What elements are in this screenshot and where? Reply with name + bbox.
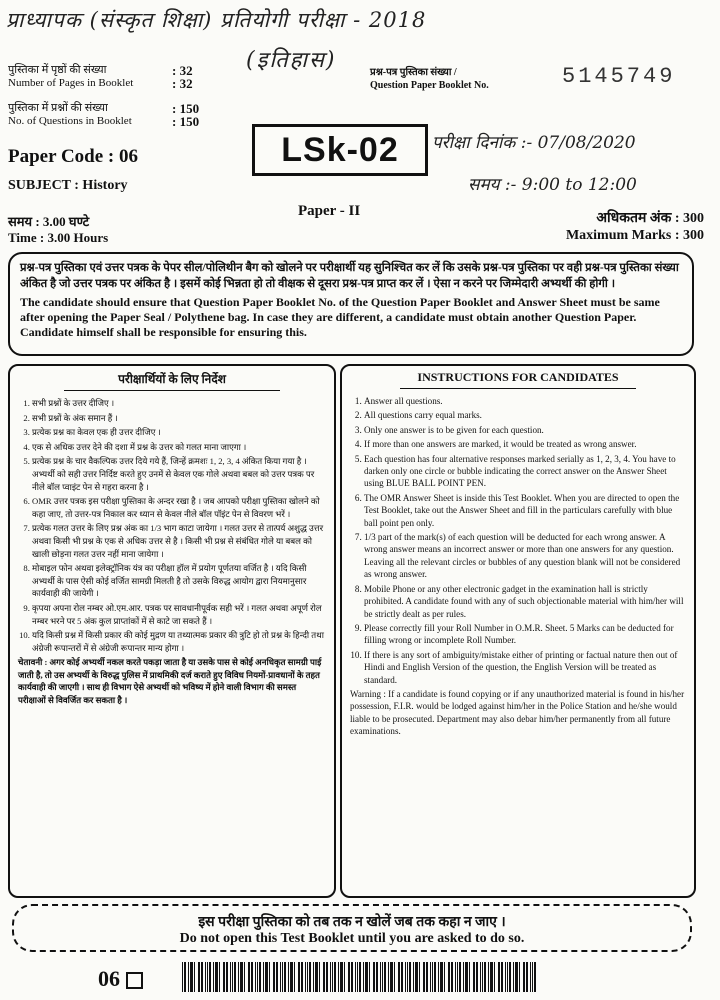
barcode-bar (519, 962, 520, 992)
questions-value-wrap (172, 102, 199, 128)
barcode-bar (444, 962, 445, 992)
barcode-bar (373, 962, 375, 992)
barcode-bar (523, 962, 525, 992)
barcode-bar (188, 962, 189, 992)
list-item: 4. If more than one answers are marked, it would be treated as wrong answer. (364, 438, 686, 450)
barcode-bar (409, 962, 411, 992)
barcode-bar (334, 962, 336, 992)
barcode-bar (415, 962, 418, 992)
barcode-bar (380, 962, 381, 992)
barcode-bar (526, 962, 528, 992)
barcode-bar (269, 962, 270, 992)
barcode-bar (213, 962, 214, 992)
barcode-bar (413, 962, 414, 992)
barcode-bar (309, 962, 311, 992)
barcode-bar (209, 962, 211, 992)
barcode-bar (469, 962, 470, 992)
barcode-bar (226, 962, 228, 992)
barcode-bar (459, 962, 461, 992)
barcode-bar (205, 962, 206, 992)
barcode-bar (198, 962, 200, 992)
marks-en: Maximum Marks : 300 (565, 228, 704, 243)
barcode-bar (509, 962, 511, 992)
barcode-bar (359, 962, 361, 992)
barcode-bar (348, 962, 350, 992)
barcode-bar (244, 962, 245, 992)
list-item: 1. सभी प्रश्नों के उत्तर दीजिए । (32, 397, 326, 410)
barcode-bar (319, 962, 320, 992)
list-item: 5. Each question has four alternative responses marked serially as 1, 2, 3, 4. You have to darken only one circle or bubble indicating the correct answer on the Answer Sheet using BLUE BALL POINT PEN. (364, 453, 686, 490)
qpb-number: 5145749 (562, 64, 676, 89)
pages-value-en: : 32 (172, 76, 193, 91)
barcode-bar (190, 962, 193, 992)
barcode-bar (463, 962, 464, 992)
barcode-bar (482, 962, 483, 992)
barcode-bar (301, 962, 303, 992)
do-not-open-banner (12, 904, 692, 952)
barcode-bar (201, 962, 203, 992)
instructions-english (340, 364, 696, 898)
do-not-open-hi: इस परीक्षा पुस्तिका को तब तक न खोलें जब तक कहा न जाए । (198, 915, 506, 930)
barcode-bar (305, 962, 306, 992)
barcode (182, 962, 540, 992)
barcode-bar (259, 962, 261, 992)
seal-notice-hi: प्रश्न-पत्र पुस्तिका एवं उत्तर पत्रक के पेपर सील/पोलिथीन बैग को खोलने पर परीक्षार्थी यह सुनिश्चित कर लें कि उसके प्रश्न-पत्र पुस्तिका पर वही प्रश्न-पत्र पुस्तिका संख्या अंकित है जो उत्तर पत्रक पर अंकित है । इसमें कोई भिन्नता हो तो वीक्षक से दूसरा प्रश्न-पत्र प्राप्त कर लें । ऐसा न करने पर जिम्मेदारी अभ्यर्थी की होगी । (20, 262, 679, 290)
time-block (8, 214, 108, 246)
square-icon (126, 972, 143, 989)
barcode-bar (338, 962, 339, 992)
barcode-bar (194, 962, 195, 992)
handwritten-exam-date: परीक्षा दिनांक :- 07/08/2020 (432, 133, 636, 153)
barcode-bar (313, 962, 314, 992)
barcode-bar (388, 962, 389, 992)
barcode-bar (326, 962, 328, 992)
questions-count (8, 102, 132, 128)
barcode-bar (384, 962, 386, 992)
barcode-bar (530, 962, 531, 992)
barcode-bar (340, 962, 343, 992)
list-item: 7. 1/3 part of the mark(s) of each question will be deducted for each wrong answer. A wrong answer means an incorrect answer or more than one answers for any question. Leaving all the relevant circles or bubbles of any question blank will not be considered as wrong answer. (364, 531, 686, 581)
bottom-code-text: 06 (98, 966, 120, 991)
barcode-bar (365, 962, 368, 992)
barcode-bar (490, 962, 493, 992)
barcode-bar (376, 962, 378, 992)
barcode-bar (473, 962, 475, 992)
barcode-bar (219, 962, 220, 992)
list-item: 6. The OMR Answer Sheet is inside this Test Booklet. When you are directed to open the Test Booklet, take out the Answer Sheet and fill in the particulars carefully with blue ball point pen only. (364, 492, 686, 529)
barcode-bar (432, 962, 433, 992)
list-item: 4. एक से अधिक उत्तर देने की दशा में प्रश्न के उत्तर को गलत माना जाएगा । (32, 441, 326, 454)
barcode-bar (419, 962, 420, 992)
questions-label-en: No. of Questions in Booklet (8, 115, 132, 127)
list-item: 8. मोबाइल फोन अथवा इलेक्ट्रॉनिक यंत्र का परीक्षा हॉल में प्रयोग पूर्णतया वर्जित है । यदि किसी अभ्यर्थी के पास ऐसी कोई वर्जित सामग्री मिलती है तो उसके विरुद्ध आयोग द्वारा नियमानुसार कार्यवाही की जायेगी । (32, 562, 326, 600)
barcode-bar (507, 962, 508, 992)
barcode-bar (182, 962, 183, 992)
qpb-label (370, 66, 489, 92)
do-not-open-en: Do not open this Test Booklet until you are asked to do so. (179, 931, 525, 946)
barcode-bar (280, 962, 281, 992)
instructions-english-title: INSTRUCTIONS FOR CANDIDATES (400, 370, 635, 389)
marks-block (566, 210, 704, 244)
pages-label-hi: पुस्तिका में पृष्ठों की संख्या (8, 64, 107, 76)
paper-number: Paper - II (298, 203, 361, 219)
list-item: 6. OMR उत्तर पत्रक इस परीक्षा पुस्तिका के अन्दर रखा है । जब आपको परीक्षा पुस्तिका खोलने को कहा जाए, तो उत्तर-पत्र निकाल कर ध्यान से केवल नीले बॉल पॉइंट पेन से विवरण भरें । (32, 495, 326, 520)
pages-count (8, 64, 133, 90)
barcode-bar (484, 962, 486, 992)
list-item: 2. सभी प्रश्नों के अंक समान हैं । (32, 412, 326, 425)
barcode-bar (505, 962, 506, 992)
pages-value-wrap (172, 64, 193, 90)
barcode-bar (282, 962, 283, 992)
barcode-bar (315, 962, 318, 992)
barcode-bar (494, 962, 495, 992)
barcode-bar (238, 962, 239, 992)
barcode-bar (307, 962, 308, 992)
instructions-hindi (8, 364, 336, 898)
list-item: 10. यदि किसी प्रश्न में किसी प्रकार की कोई मुद्रण या तथ्यात्मक प्रकार की त्रुटि हो तो प्रश्न के हिन्दी तथा अंग्रेजी रूपान्तरों में से अंग्रेजी रूपान्तर मान्य होगा । (32, 629, 326, 654)
barcode-bar (465, 962, 468, 992)
barcode-bar (438, 962, 439, 992)
barcode-bar (294, 962, 295, 992)
barcode-bar (184, 962, 186, 992)
barcode-bar (363, 962, 364, 992)
barcode-bar (405, 962, 406, 992)
barcode-bar (240, 962, 243, 992)
barcode-bar (440, 962, 443, 992)
barcode-bar (276, 962, 278, 992)
seal-notice (8, 252, 694, 356)
handwritten-exam-time: समय :- 9:00 to 12:00 (468, 175, 637, 195)
barcode-bar (513, 962, 514, 992)
barcode-bar (257, 962, 258, 992)
seal-notice-en: The candidate should ensure that Question Paper Booklet No. of the Question Paper Booklet and Answer Sheet must be same after opening the Paper Seal / Polythene bag. In case they are different, a candidate must obtain another Question Paper. Candidate himself shall be responsible for ensuring this. (20, 295, 660, 339)
barcode-bar (448, 962, 450, 992)
handwritten-subject: (इतिहास) (246, 48, 337, 73)
barcode-bar (232, 962, 233, 992)
barcode-bar (351, 962, 353, 992)
booklet-code-box: LSk-02 (252, 124, 428, 176)
barcode-bar (298, 962, 300, 992)
barcode-bar (451, 962, 453, 992)
list-item: 9. कृपया अपना रोल नम्बर ओ.एम.आर. पत्रक पर सावधानीपूर्वक सही भरें । गलत अथवा अपूर्ण रोल नम्बर भरने पर 5 अंक कुल प्राप्तांकों में से काटे जा सकते हैं । (32, 602, 326, 627)
list-item: 5. प्रत्येक प्रश्न के चार वैकल्पिक उत्तर दिये गये हैं, जिन्हें क्रमशः 1, 2, 3, 4 अंकित किया गया है । अभ्यर्थी को सही उत्तर निर्दिष्ट करते हुए उनमें से केवल एक गोले अथवा बबल को उत्तर पत्रक पर नीले बॉल प्वाइंट पेन से गहरा करना है । (32, 455, 326, 493)
barcode-bar (398, 962, 400, 992)
barcode-bar (498, 962, 500, 992)
barcode-bar (344, 962, 345, 992)
barcode-bar (394, 962, 395, 992)
qpb-label-hi: प्रश्न-पत्र पुस्तिका संख्या / (370, 67, 457, 78)
barcode-bar (434, 962, 436, 992)
barcode-bar (476, 962, 478, 992)
time-hi: समय : 3.00 घण्टे (8, 214, 90, 229)
barcode-bar (457, 962, 458, 992)
barcode-bar (251, 962, 253, 992)
paper-code: Paper Code : 06 (8, 146, 138, 167)
barcode-bar (273, 962, 275, 992)
barcode-bar (223, 962, 225, 992)
questions-value-en: : 150 (172, 114, 200, 129)
barcode-bar (234, 962, 236, 992)
barcode-bar (382, 962, 383, 992)
barcode-bar (488, 962, 489, 992)
time-en: Time : 3.00 Hours (8, 230, 109, 245)
barcode-bar (534, 962, 536, 992)
questions-label-hi: पुस्तिका में प्रश्नों की संख्या (8, 102, 108, 114)
barcode-bar (332, 962, 333, 992)
list-item: 9. Please correctly fill your Roll Number in O.M.R. Sheet. 5 Marks can be deducted for filling wrong or incomplete Roll Number. (364, 622, 686, 647)
barcode-bar (515, 962, 518, 992)
warning-hi: चेतावनी : अगर कोई अभ्यर्थी नकल करते पकड़ा जाता है या उसके पास से कोई अनधिकृत सामग्री पाई जाती है, तो उस अभ्यर्थी के विरुद्ध पुलिस में प्राथमिकी दर्ज कराते हुए विविध नियमों-प्रावधानों के तहत कार्यवाही की जाएगी । साथ ही विभाग ऐसे अभ्यर्थी को भविष्य में होने वाली विभाग की समस्त परीक्षाओं से विवर्जित कर सकता है । (18, 657, 322, 706)
list-item: 2. All questions carry equal marks. (364, 409, 686, 421)
barcode-bar (284, 962, 286, 992)
list-item: 8. Mobile Phone or any other electronic gadget in the examination hall is strictly prohibited. A candidate found with any of such objectionable material with him/her will be strictly dealt as per rules. (364, 583, 686, 620)
subject: SUBJECT : History (8, 178, 128, 193)
barcode-bar (423, 962, 425, 992)
barcode-bar (323, 962, 325, 992)
barcode-bar (426, 962, 428, 992)
barcode-bar (369, 962, 370, 992)
questions-value: : 150 (172, 101, 200, 116)
list-item: 7. प्रत्येक गलत उत्तर के लिए प्रश्न अंक का 1/3 भाग काटा जायेगा । गलत उत्तर से तात्पर्य अशुद्ध उत्तर अथवा किसी भी प्रश्न के एक से अधिक उत्तर से है । किसी भी प्रश्न से संबंधित गोले या बबल को खाली छोड़ना गलत उत्तर नहीं माना जायेगा । (32, 522, 326, 560)
pages-label-en: Number of Pages in Booklet (8, 77, 134, 89)
list-item: 3. प्रत्येक प्रश्न का केवल एक ही उत्तर दीजिए । (32, 426, 326, 439)
list-item: 10. If there is any sort of ambiguity/mistake either of printing or factual nature then out of Hindi and English Version of the question, the English Version will be treated as standard. (364, 649, 686, 686)
barcode-bar (501, 962, 503, 992)
list-item: 1. Answer all questions. (364, 395, 686, 407)
barcode-bar (357, 962, 358, 992)
barcode-bar (355, 962, 356, 992)
barcode-bar (407, 962, 408, 992)
barcode-bar (230, 962, 231, 992)
barcode-bar (330, 962, 331, 992)
barcode-bar (290, 962, 293, 992)
barcode-bar (207, 962, 208, 992)
marks-hi: अधिकतम अंक : 300 (596, 211, 704, 226)
barcode-bar (430, 962, 431, 992)
barcode-bar (255, 962, 256, 992)
bottom-code (98, 966, 143, 992)
barcode-bar (480, 962, 481, 992)
handwritten-exam-title: प्राध्यापक (संस्कृत शिक्षा) प्रतियोगी परीक्षा - 2018 (6, 8, 427, 32)
barcode-bar (215, 962, 218, 992)
instructions-hindi-title: परीक्षार्थियों के लिए निर्देश (64, 370, 280, 391)
warning-en: Warning : If a candidate is found copying or if any unauthorized material is found in his/her possession, F.I.R. would be lodged against him/her in the Police Station and he/she would liable to be prosecuted. Department may also debar him/her permanently from all future examinations. (350, 688, 685, 737)
list-item: 3. Only one answer is to be given for each question. (364, 424, 686, 436)
qpb-label-en: Question Paper Booklet No. (370, 80, 489, 91)
barcode-bar (265, 962, 268, 992)
barcode-bar (288, 962, 289, 992)
barcode-bar (390, 962, 393, 992)
barcode-bar (248, 962, 250, 992)
barcode-bar (401, 962, 403, 992)
barcode-bar (532, 962, 533, 992)
barcode-bar (263, 962, 264, 992)
pages-value: : 32 (172, 63, 193, 78)
barcode-bar (455, 962, 456, 992)
